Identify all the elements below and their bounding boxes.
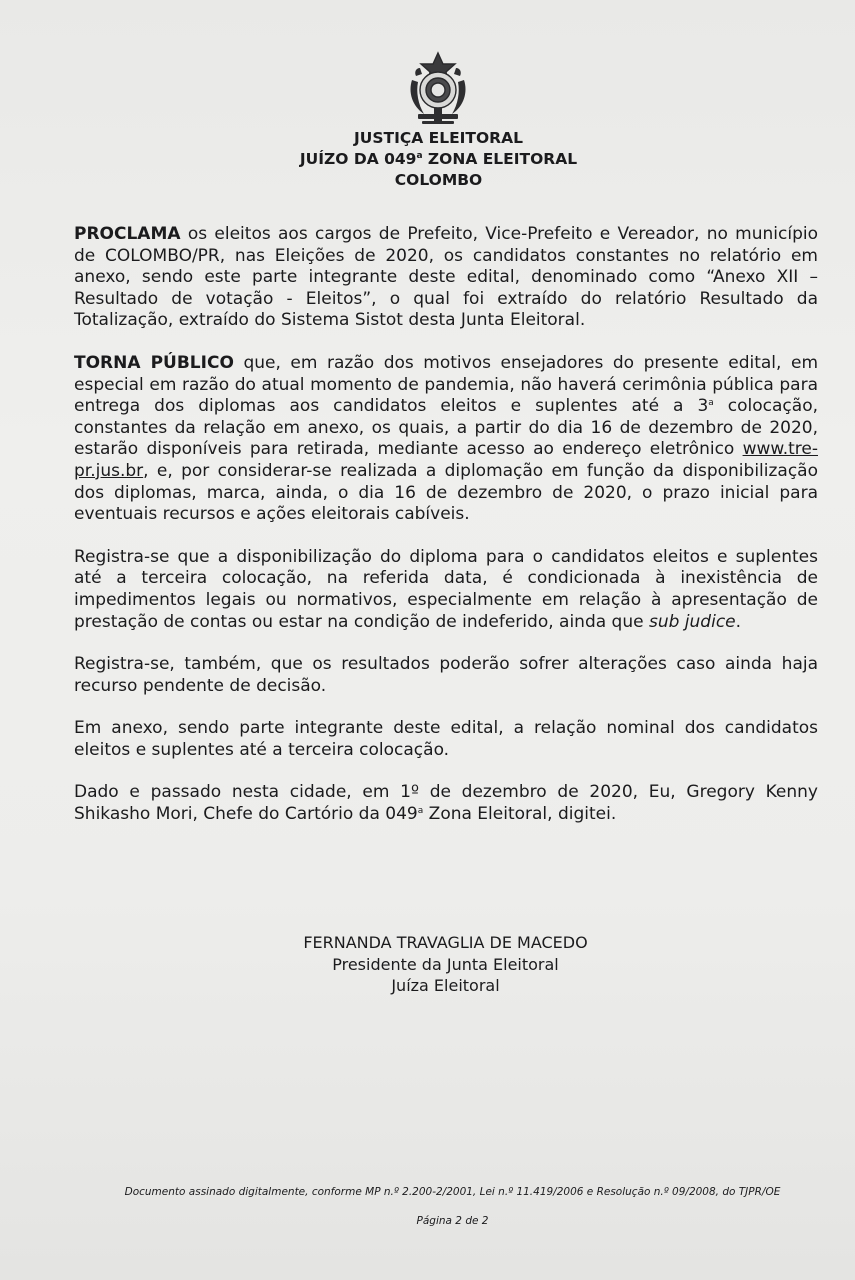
- paragraph-anexo: Em anexo, sendo parte integrante deste edital, a relação nominal dos candidatos eleitos e suplentes até a terceira colocação.: [74, 718, 818, 760]
- document-body: [74, 224, 818, 847]
- signatory-role-president: Presidente da Junta Eleitoral: [332, 954, 559, 974]
- torna-publico-text-a: que, em razão dos motivos ensejadores do presente edital, em especial em razão do atual momento de pandemia, não haverá cerimônia pública para entrega dos diplomas aos candidatos eleitos e suplentes até a 3: [74, 352, 819, 417]
- page-number: Página 2 de 2: [416, 1215, 489, 1227]
- registra-condicao-end: .: [735, 611, 742, 632]
- dado-passado-text-a: Dado e passado nesta cidade, em 1º de dezembro de 2020, Eu, Gregory Kenny Shikasho Mori, Chefe do Cartório da 049: [74, 782, 818, 825]
- registra-condicao-text: Registra-se que a disponibilização do diploma para o candidatos eleitos e suplentes até a terceira colocação, na referida data, é condicionada à inexistência de impedimentos legais ou normativos, especialmente em relação à apresentação de prestação de contas ou estar na condição de indeferido, ainda que: [74, 546, 818, 632]
- paragraph-registra-alteracoes: Registra-se, também, que os resultados poderão sofrer alterações caso ainda haja recurso pendente de decisão.: [74, 654, 818, 696]
- paragraph-registra-condicao: [74, 547, 818, 633]
- header-city: COLOMBO: [394, 171, 483, 189]
- signatory-role-judge: Juíza Eleitoral: [391, 976, 500, 995]
- proclama-text: os eleitos aos cargos de Prefeito, Vice-Prefeito e Vereador, no município de COLOMBO/PR, nas Eleições de 2020, os candidatos constantes no relatório em anexo, sendo este parte integrante deste edital, denominado como “Anexo XII – Resultado de votação - Eleitos”, o qual foi extraído do relatório Resultado da Totalização, extraído do Sistema Sistot desta Junta Eleitoral.: [74, 224, 818, 331]
- signature-block: [0, 932, 855, 997]
- header-court-suffix: ZONA ELEITORAL: [422, 150, 578, 168]
- signatory-name: FERNANDA TRAVAGLIA DE MACEDO: [303, 933, 588, 952]
- torna-publico-lead: TORNA PÚBLICO: [74, 352, 234, 373]
- sub-judice-term: sub judice: [648, 611, 736, 632]
- paragraph-proclama: [74, 224, 818, 332]
- tre-website-link[interactable]: www.tre-pr.jus.br: [74, 439, 818, 481]
- paragraph-torna-publico: [74, 353, 818, 526]
- document-header: [0, 128, 855, 191]
- header-court-prefix: JUÍZO DA 049: [299, 150, 417, 168]
- dado-passado-ordinal: a: [417, 806, 424, 817]
- paragraph-dado-passado: [74, 782, 818, 825]
- header-institution: JUSTIÇA ELEITORAL: [353, 129, 523, 147]
- dado-passado-text-b: Zona Eleitoral, digitei.: [423, 804, 617, 825]
- torna-publico-ordinal: a: [708, 398, 714, 409]
- torna-publico-text-b: colocação, constantes da relação em anexo, os quais, a partir do dia 16 de dezembro de 2020, estarão disponíveis para retirada, mediante acesso ao endereço eletrônico: [74, 396, 819, 460]
- proclama-lead: PROCLAMA: [74, 224, 181, 244]
- header-court-ordinal: a: [416, 151, 423, 161]
- header-court: [0, 149, 855, 170]
- digital-signature-note: Documento assinado digitalmente, conforme MP n.º 2.200-2/2001, Lei n.º 11.419/2006 e Resolução n.º 09/2008, do TJPR/OE: [124, 1186, 781, 1198]
- coat-of-arms-icon: [404, 50, 472, 128]
- torna-publico-text-c: , e, por considerar-se realizada a diplomação em função da disponibilização dos diplomas, marca, ainda, o dia 16 de dezembro de 2020, o prazo inicial para eventuais recursos e ações eleitorais cabíveis.: [74, 460, 818, 525]
